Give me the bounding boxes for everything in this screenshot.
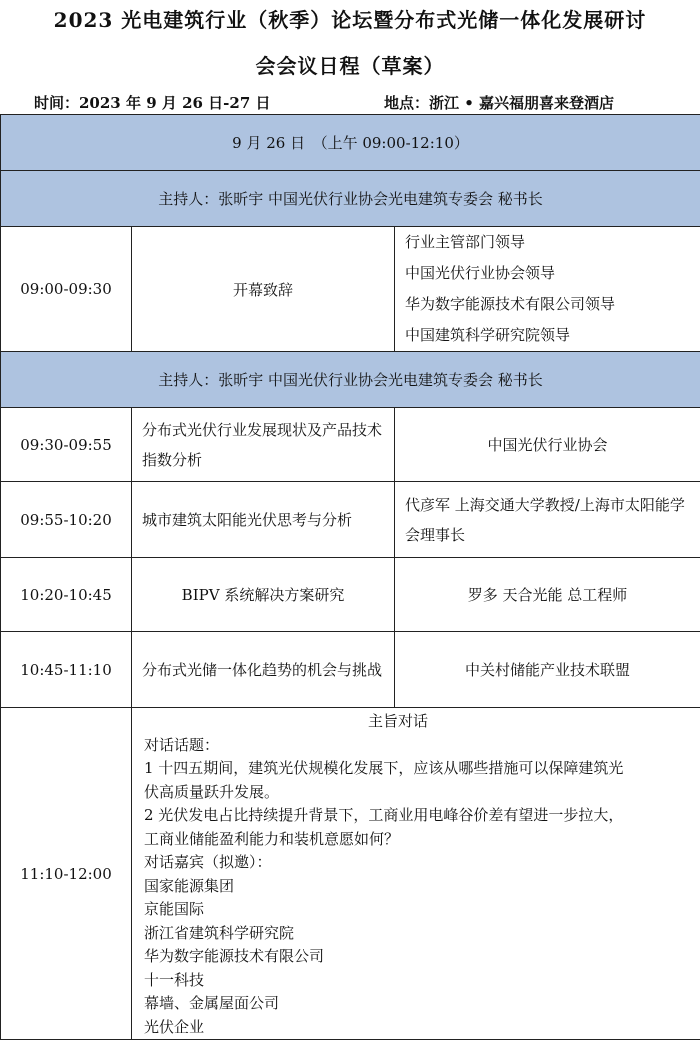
session-time: 11:10-12:00	[1, 708, 132, 1040]
table-row	[1, 482, 700, 558]
session-topic: 开幕致辞	[132, 227, 395, 352]
guest-item: 幕墙、金属屋面公司	[144, 992, 692, 1016]
guest-item: 浙江省建筑科学研究院	[144, 922, 692, 946]
event-time: 时间：2023 年 9 月 26 日-27 日	[34, 92, 271, 113]
session-speakers	[395, 227, 700, 352]
guest-item: 京能国际	[144, 898, 692, 922]
session-topic: 分布式光伏行业发展现状及产品技术指数分析	[132, 408, 395, 482]
guest-item: 光伏企业	[144, 1016, 692, 1040]
table-row	[1, 558, 700, 632]
dialogue-content	[132, 708, 700, 1040]
session-speaker: 代彦军 上海交通大学教授/上海市太阳能学会理事长	[395, 482, 700, 558]
dialogue-topics-label: 对话话题：	[144, 734, 692, 758]
dialogue-topic-1: 1 十四五期间，建筑光伏规模化发展下，应该从哪些措施可以保障建筑光伏高质量跃升发展。	[144, 757, 692, 804]
speaker-item: 行业主管部门领导	[405, 227, 700, 258]
dialogue-guests-label: 对话嘉宾（拟邀）：	[144, 851, 692, 875]
session-time: 09:30-09:55	[1, 408, 132, 482]
session-speaker: 罗多 天合光能 总工程师	[395, 558, 700, 632]
session-topic: BIPV 系统解决方案研究	[132, 558, 395, 632]
table-row	[1, 408, 700, 482]
session-time: 09:55-10:20	[1, 482, 132, 558]
host-label: 主持人：张昕宇 中国光伏行业协会光电建筑专委会 秘书长	[1, 352, 700, 408]
speaker-item: 华为数字能源技术有限公司领导	[405, 289, 700, 320]
guest-item: 十一科技	[144, 969, 692, 993]
agenda-table	[0, 114, 700, 1040]
host-label: 主持人：张昕宇 中国光伏行业协会光电建筑专委会 秘书长	[1, 171, 700, 227]
session-time: 10:20-10:45	[1, 558, 132, 632]
day-header-row	[1, 115, 700, 171]
guest-item: 国家能源集团	[144, 875, 692, 899]
host-row	[1, 352, 700, 408]
dialogue-topic-2: 2 光伏发电占比持续提升背景下，工商业用电峰谷价差有望进一步拉大，工商业储能盈利能力和装机意愿如何？	[144, 804, 692, 851]
dialogue-row	[1, 708, 700, 1040]
table-row	[1, 227, 700, 352]
page-title-line-2: 会会议日程（草案）	[0, 50, 700, 79]
session-time: 10:45-11:10	[1, 632, 132, 708]
host-row	[1, 171, 700, 227]
table-row	[1, 632, 700, 708]
session-topic: 城市建筑太阳能光伏思考与分析	[132, 482, 395, 558]
guest-item: 华为数字能源技术有限公司	[144, 945, 692, 969]
session-speaker: 中国光伏行业协会	[395, 408, 700, 482]
session-time: 09:00-09:30	[1, 227, 132, 352]
session-speaker: 中关村储能产业技术联盟	[395, 632, 700, 708]
event-location: 地点：浙江 • 嘉兴福朋喜来登酒店	[384, 92, 614, 113]
speaker-item: 中国光伏行业协会领导	[405, 258, 700, 289]
page-title-line-1: 2023 光电建筑行业（秋季）论坛暨分布式光储一体化发展研讨	[0, 4, 700, 33]
session-topic: 分布式光储一体化趋势的机会与挑战	[132, 632, 395, 708]
dialogue-title: 主旨对话	[144, 710, 692, 734]
day-header: 9 月 26 日 （上午 09:00-12:10）	[1, 115, 700, 171]
speaker-item: 中国建筑科学研究院领导	[405, 320, 700, 351]
